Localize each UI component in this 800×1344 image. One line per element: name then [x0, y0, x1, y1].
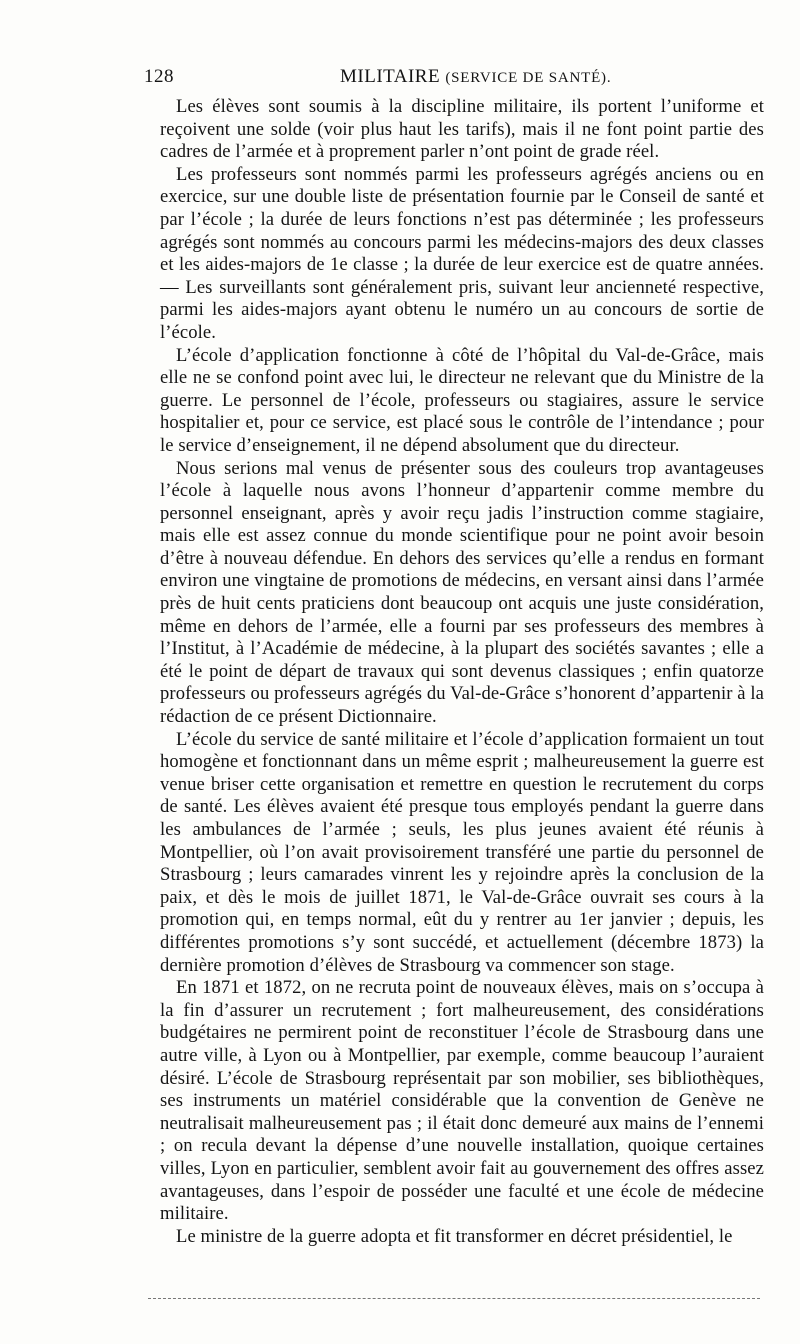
- running-subtitle: (SERVICE DE SANTÉ).: [445, 70, 612, 86]
- page-header: [144, 66, 764, 96]
- body-text: [160, 96, 764, 1248]
- paragraph-7: Le ministre de la guerre adopta et fit transformer en décret présidentiel, le: [176, 1225, 733, 1247]
- paragraph-3: L’école d’application fonctionne à côté de l’hôpital du Val-de-Grâce, mais elle ne se confond point avec lui, le directeur ne relevant que du Ministre de la guerre. Le personnel de l’école, professeurs ou stagiaires, assure le service hospitalier et, pour ce service, est placé sous le contrôle de l’intendance ; pour le service d’enseignement, il ne dépend absolument que du directeur.: [160, 344, 764, 456]
- page-number: 128: [144, 66, 174, 87]
- paragraph-1: Les élèves sont soumis à la discipline militaire, ils portent l’uniforme et reçoivent une solde (voir plus haut les tarifs), mais il ne font point partie des cadres de l’armée et à proprement parler n’ont point de grade réel.: [160, 96, 764, 163]
- paragraph-2: Les professeurs sont nommés parmi les professeurs agrégés anciens ou en exercice, sur une double liste de présentation fournie par le Conseil de santé et par l’école ; la durée de leurs fonctions n’est pas déterminée ; les professeurs agrégés sont nommés au concours parmi les médecins-majors des deux classes et les aides-majors de 1e classe ; la durée de leur exercice est de quatre années. — Les surveillants sont généralement pris, suivant leur ancienneté respective, parmi les aides-majors ayant obtenu le numéro un au concours de sortie de l’école.: [160, 163, 764, 343]
- running-head: [340, 66, 611, 88]
- footer-rule: [148, 1298, 760, 1299]
- paragraph-6: En 1871 et 1872, on ne recruta point de nouveaux élèves, mais on s’occupa à la fin d’assurer un recrutement ; fort malheureusement, des considérations budgétaires ne permirent point de reconstituer l’école de Strasbourg dans une autre ville, à Lyon ou à Montpellier, par exemple, comme beaucoup l’auraient désiré. L’école de Strasbourg représentait par son mobilier, ses bibliothèques, ses instruments un matériel considérable que la convention de Genève ne neutralisait malheureusement pas ; il était donc demeuré aux mains de l’ennemi ; on recula devant la dépense d’une nouvelle installation, quoique certaines villes, Lyon en particulier, semblent avoir fait au gouvernement des offres assez avantageuses, dans l’espoir de posséder une faculté et une école de médecine militaire.: [160, 977, 764, 1225]
- paragraph-4: Nous serions mal venus de présenter sous des couleurs trop avantageuses l’école à laquelle nous avons l’honneur d’appartenir comme membre du personnel enseignant, après y avoir reçu jadis l’instruction comme stagiaire, mais elle est assez connue du monde scientifique pour ne point avoir besoin d’être à nouveau défendue. En dehors des services qu’elle a rendus en formant environ une vingtaine de promotions de médecins, en versant ainsi dans l’armée près de huit cents praticiens dont beaucoup ont acquis une juste considération, même en dehors de l’armée, elle a fourni par ses professeurs des membres à l’Institut, à l’Académie de médecine, à la plupart des sociétés savantes ; elle a été le point de départ de travaux qui sont devenus classiques ; enfin quatorze professeurs ou professeurs agrégés du Val-de-Grâce s’honorent d’appartenir à la rédaction de ce présent Dictionnaire.: [160, 457, 764, 728]
- paragraph-5: L’école du service de santé militaire et l’école d’application formaient un tout homogène et fonctionnant dans un même esprit ; malheureusement la guerre est venue briser cette organisation et remettre en question le recrutement du corps de santé. Les élèves avaient été presque tous employés pendant la guerre dans les ambulances de l’armée ; seuls, les plus jeunes avaient été réunis à Montpellier, où l’on avait provisoirement transféré une partie du personnel de Strasbourg ; leurs camarades vinrent les y rejoindre après la conclusion de la paix, et dès le mois de juillet 1871, le Val-de-Grâce ouvrait ses cours à la promotion qui, en temps normal, eût du y rentrer au 1er janvier ; depuis, les différentes promotions s’y sont succédé, et actuellement (décembre 1873) la dernière promotion d’élèves de Strasbourg va commencer son stage.: [160, 728, 764, 976]
- running-title: MILITAIRE: [340, 66, 441, 87]
